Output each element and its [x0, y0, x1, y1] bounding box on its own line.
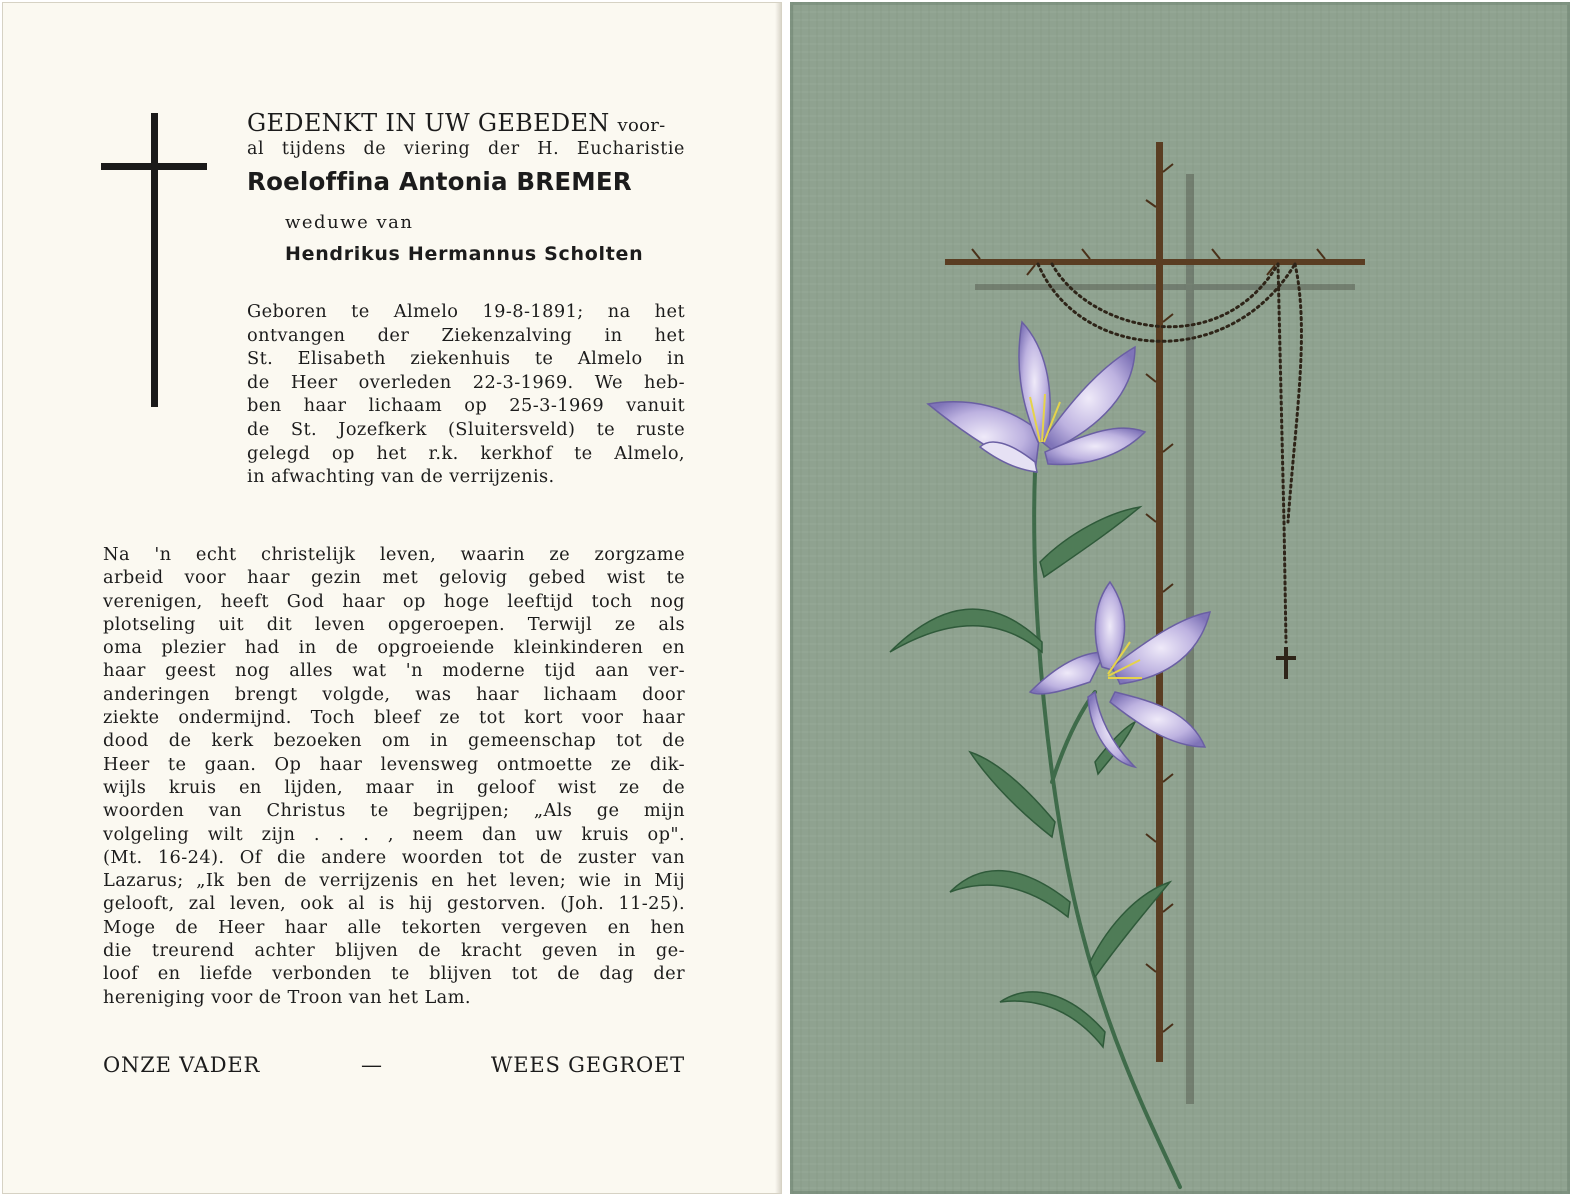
bio-line: ontvangen der Ziekenzalving in het [247, 324, 685, 346]
card-edge-shadow [775, 3, 781, 1193]
header-block [247, 109, 685, 265]
eulogy-line: gelooft, zal leven, ook al is hij gestorven. (Joh. 11-25). [103, 893, 685, 915]
eulogy-line: arbeid voor haar gezin met gelovig gebed wist te [103, 567, 685, 589]
eulogy-line: haar geest nog alles wat 'n moderne tijd aan ver- [103, 660, 685, 682]
eulogy-line: die treurend achter blijven de kracht geven in ge- [103, 940, 685, 962]
eulogy-line: Lazarus; „Ik ben de verrijzenis en het leven; wie in Mij [103, 870, 685, 892]
bio-line: ben haar lichaam op 25-3-1969 vanuit [247, 395, 685, 417]
prayer-footer [103, 1053, 685, 1083]
cross-icon [101, 113, 207, 407]
bio-line: gelegd op het r.k. kerkhof te Almelo, [247, 442, 685, 464]
eulogy-line: plotseling uit dit leven opgeroepen. Terwijl ze als [103, 613, 685, 635]
memorial-card-text-side [2, 2, 782, 1194]
eulogy-line: wijls kruis en lijden, maar in geloof wist ze de [103, 776, 685, 798]
bio-line: Geboren te Almelo 19-8-1891; na het [247, 301, 685, 322]
illustration-canvas [790, 2, 1570, 1194]
eulogy-line: anderingen brengt volgde, was haar lichaam door [103, 683, 685, 705]
bio-line: de St. Jozefkerk (Sluitersveld) te ruste [247, 418, 685, 440]
memorial-card-illustration-side [790, 2, 1570, 1194]
heading-main: GEDENKT IN UW GEBEDEN [247, 109, 610, 137]
eulogy-line: verenigen, heeft God haar op hoge leeftijd toch nog [103, 590, 685, 612]
husband-name: Hendrikus Hermannus Scholten [285, 243, 644, 265]
prayer-our-father: ONZE VADER [103, 1053, 261, 1077]
eulogy-line: dood de kerk bezoeken om in gemeenschap tot de [103, 730, 685, 752]
eulogy-line: Na 'n echt christelijk leven, waarin ze zorgzame [103, 544, 685, 565]
bio-line: de Heer overleden 22-3-1969. We heb- [247, 371, 685, 393]
cross-vertical-bar [151, 113, 158, 407]
eulogy-paragraph [103, 543, 685, 1009]
eulogy-line: hereniging voor de Troon van het Lam. [103, 986, 471, 1008]
eulogy-line: woorden van Christus te begrijpen; „Als ge mijn [103, 800, 685, 822]
eulogy-line: (Mt. 16-24). Of die andere woorden tot de zuster van [103, 846, 685, 868]
eulogy-line: Moge de Heer haar alle tekorten vergeven en hen [103, 916, 685, 938]
bio-line: in afwachting van de verrijzenis. [247, 466, 555, 488]
cross-horizontal-bar [101, 163, 207, 170]
heading-tail: voor- [617, 115, 666, 136]
eulogy-line: ziekte ondermijnd. Toch bleef ze tot kort voor haar [103, 707, 685, 729]
eulogy-line: Heer te gaan. Op haar levensweg ontmoette ze dik- [103, 753, 685, 775]
eucharist-subheading: al tijdens de viering der H. Eucharistie [247, 139, 685, 159]
remembrance-heading [247, 109, 685, 137]
deceased-name: Roeloffina Antonia BREMER [247, 167, 632, 196]
biography-paragraph [247, 300, 685, 489]
prayer-separator: — [361, 1053, 383, 1077]
eulogy-line: loof en liefde verbonden te blijven tot de dag der [103, 963, 685, 985]
prayer-hail-mary: WEES GEGROET [490, 1053, 685, 1077]
widow-of-label: weduwe van [285, 212, 414, 233]
eulogy-line: oma plezier had in de opgroeiende kleinkinderen en [103, 637, 685, 659]
eulogy-line: volgeling wilt zijn . . . , neem dan uw kruis op". [103, 823, 685, 845]
bio-line: St. Elisabeth ziekenhuis te Almelo in [247, 348, 685, 370]
woven-background [790, 2, 1570, 1194]
